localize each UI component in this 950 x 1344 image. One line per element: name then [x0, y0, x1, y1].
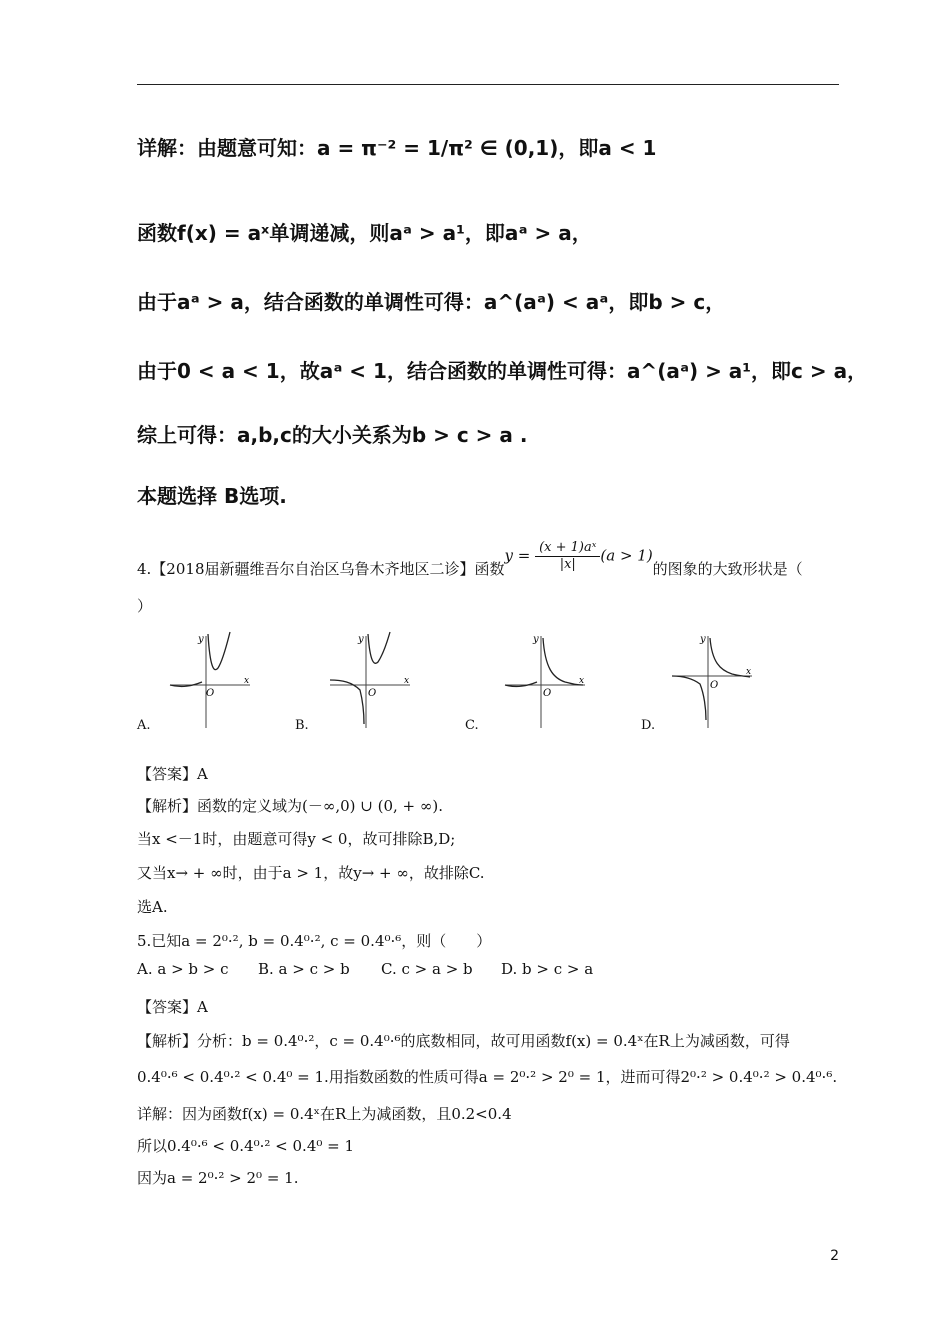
q5-detail-1: 详解：因为函数f(x) = 0.4ˣ在R上为减函数，且0.2<0.4	[137, 1105, 512, 1123]
q4-formula-numerator: (x + 1)aˣ	[535, 540, 600, 557]
graph-c-y-label: y	[533, 634, 539, 645]
page-number: 2	[830, 1248, 839, 1264]
solution-line-2: 函数f(x) = aˣ单调递减，则aᵃ > a¹，即aᵃ > a，	[137, 221, 592, 245]
q4-formula-lhs: y =	[504, 546, 531, 564]
graph-b-origin-label: O	[368, 688, 377, 699]
q5-detail-2: 所以0.4⁰·⁶ < 0.4⁰·² < 0.4⁰ = 1	[137, 1137, 355, 1155]
q5-answer: 【答案】A	[137, 998, 208, 1016]
graph-d-origin-label: O	[710, 680, 719, 691]
graph-b-x-label: x	[404, 676, 410, 686]
graph-a-y-label: y	[198, 634, 204, 645]
q4-close-paren: ）	[137, 597, 153, 615]
q5-detail-3: 因为a = 2⁰·² > 2⁰ = 1.	[137, 1169, 299, 1187]
header-rule	[137, 84, 839, 85]
graph-option-b	[330, 628, 440, 728]
q5-option-b: B. a > c > b	[258, 960, 350, 978]
graph-a-x-label: x	[244, 676, 250, 686]
q5-analysis-2: 0.4⁰·⁶ < 0.4⁰·² < 0.4⁰ = 1.用指数函数的性质可得a = 2⁰·² > 2⁰ = 1，进而可得2⁰·² > 0.4⁰·² > 0.4⁰·⁶.	[137, 1068, 838, 1086]
solution-line-1: 详解：由题意可知：a = π⁻² = 1/π² ∈ (0,1)，即a < 1	[137, 136, 657, 160]
q5-option-a: A. a > b > c	[137, 960, 229, 978]
graph-a-origin-label: O	[206, 688, 215, 699]
graph-c-x-label: x	[579, 676, 585, 686]
q5-option-d: D. b > c > a	[501, 960, 594, 978]
q4-analysis-3: 又当x→ + ∞时，由于a > 1，故y→ + ∞，故排除C.	[137, 864, 485, 882]
option-b-label: B.	[295, 718, 309, 733]
graph-option-c	[505, 628, 615, 728]
q5-option-c: C. c > a > b	[381, 960, 473, 978]
q4-analysis-2: 当x <－1时，由题意可得y < 0，故可排除B,D;	[137, 830, 456, 848]
solution-line-3: 由于aᵃ > a，结合函数的单调性可得：a^(aᵃ) < aᵃ，即b > c，	[137, 290, 726, 314]
solution-line-5: 综上可得：a,b,c的大小关系为b > c > a .	[137, 423, 528, 447]
q4-formula	[505, 540, 653, 573]
option-a-label: A.	[137, 718, 151, 733]
solution-line-6: 本题选择 B选项.	[137, 484, 287, 508]
graph-d-y-label: y	[700, 634, 706, 645]
q4-formula-condition: (a > 1)	[600, 546, 653, 564]
q4-stem	[137, 539, 803, 579]
q5-stem: 5.已知a = 2⁰·², b = 0.4⁰·², c = 0.4⁰·⁶，则（ ）	[137, 932, 492, 950]
graph-c-origin-label: O	[543, 688, 552, 699]
graph-option-a	[170, 628, 280, 728]
graph-option-d	[672, 628, 782, 728]
q4-suffix: 的图象的大致形状是（	[652, 560, 803, 578]
graph-b-y-label: y	[358, 634, 364, 645]
q4-analysis-1: 【解析】函数的定义域为(－∞,0) ∪ (0, + ∞).	[137, 797, 443, 815]
option-c-label: C.	[465, 718, 479, 733]
q4-answer: 【答案】A	[137, 765, 208, 783]
q5-analysis-1: 【解析】分析：b = 0.4⁰·²，c = 0.4⁰·⁶的底数相同，故可用函数f(x) = 0.4ˣ在R上为减函数，可得	[137, 1032, 790, 1050]
q4-formula-denominator: |x|	[559, 556, 576, 572]
graph-d-x-label: x	[746, 667, 752, 677]
q4-prefix: 4.【2018届新疆维吾尔自治区乌鲁木齐地区二诊】函数	[137, 560, 505, 578]
solution-line-4: 由于0 < a < 1，故aᵃ < 1，结合函数的单调性可得：a^(aᵃ) > a¹，即c > a，	[137, 359, 868, 383]
option-d-label: D.	[641, 718, 656, 733]
q4-analysis-4: 选A.	[137, 898, 168, 916]
